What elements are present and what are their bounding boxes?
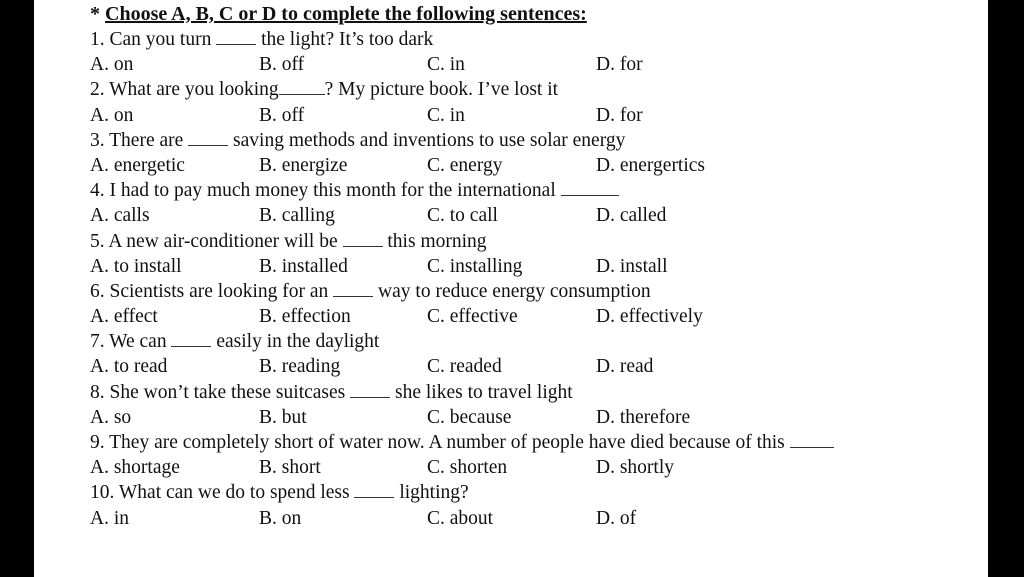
option-c: C. in (427, 54, 465, 76)
question-8 (90, 380, 970, 405)
option-c: C. to call (427, 205, 498, 227)
heading-star: * (90, 3, 105, 25)
option-d: D. of (596, 507, 637, 529)
question-text: 2. What are you looking (90, 79, 279, 101)
question-text: this morning (382, 230, 487, 252)
question-text: 1. Can you turn (90, 29, 217, 50)
options-6 (90, 304, 970, 329)
question-text: ? My picture book. I’ve lost it (324, 79, 559, 101)
options-8 (90, 405, 970, 430)
exercise-heading (90, 2, 970, 27)
options-5 (90, 254, 970, 279)
option-b: B. reading (259, 356, 341, 378)
option-c: C. in (427, 104, 465, 126)
answer-blank (171, 332, 211, 347)
question-6 (90, 279, 970, 304)
option-d: D. energertics (596, 154, 706, 176)
option-b: B. off (259, 104, 305, 126)
question-1 (90, 27, 970, 52)
question-text: 8. She won’t take these suitcases (90, 381, 351, 403)
question-2 (90, 77, 970, 102)
options-7 (90, 354, 970, 379)
options-10 (90, 506, 970, 531)
option-a: A. effect (90, 306, 158, 328)
heading-text: Choose A, B, C or D to complete the following sentences: (105, 3, 587, 25)
option-b: B. effection (259, 306, 351, 328)
option-a: A. calls (90, 205, 150, 227)
option-b: B. energize (259, 154, 348, 176)
question-text: lighting? (394, 482, 469, 504)
options-4 (90, 203, 970, 228)
question-7 (90, 329, 970, 354)
option-d: D. install (596, 255, 668, 277)
option-a: A. shortage (90, 457, 180, 479)
question-10 (90, 480, 970, 505)
question-text: 4. I had to pay much money this month for the international (90, 180, 561, 202)
question-text: she likes to travel light (390, 381, 573, 403)
question-text: 5. A new air-conditioner will be (90, 230, 343, 252)
option-b: B. calling (259, 205, 335, 227)
option-b: B. but (259, 406, 307, 428)
answer-blank (350, 383, 390, 398)
option-d: D. shortly (596, 457, 674, 479)
question-text: 7. We can (90, 331, 172, 353)
answer-blank (279, 80, 325, 95)
option-d: D. for (596, 104, 643, 126)
option-b: B. on (259, 507, 302, 529)
question-text: 6. Scientists are looking for an (90, 280, 334, 302)
option-a: A. on (90, 104, 134, 126)
option-c: C. effective (427, 306, 518, 328)
answer-blank (561, 181, 619, 196)
option-a: A. to install (90, 255, 182, 277)
option-c: C. energy (427, 154, 503, 176)
answer-blank (216, 30, 256, 45)
option-b: B. installed (259, 255, 348, 277)
option-d: D. for (596, 54, 643, 76)
option-d: D. read (596, 356, 654, 378)
question-text: 9. They are completely short of water now. A number of people have died because of this (90, 432, 790, 453)
question-text: easily in the daylight (211, 331, 380, 353)
question-text: the light? It’s too dark (256, 29, 434, 50)
option-a: A. to read (90, 356, 168, 378)
option-a: A. energetic (90, 154, 185, 176)
question-text: way to reduce energy consumption (373, 280, 651, 302)
answer-blank (343, 232, 383, 247)
answer-blank (354, 483, 394, 498)
question-text: 10. What can we do to spend less (90, 482, 355, 504)
question-text: 3. There are (90, 129, 189, 151)
answer-blank (333, 282, 373, 297)
question-text: saving methods and inventions to use solar energy (228, 129, 626, 151)
option-c: C. because (427, 406, 512, 428)
option-c: C. readed (427, 356, 502, 378)
option-b: B. off (259, 54, 305, 76)
question-3 (90, 128, 970, 153)
option-a: A. on (90, 54, 134, 76)
option-c: C. about (427, 507, 494, 529)
options-2 (90, 103, 970, 128)
question-4 (90, 178, 970, 203)
options-1 (90, 52, 970, 77)
option-c: C. shorten (427, 457, 508, 479)
option-d: D. therefore (596, 406, 691, 428)
option-b: B. short (259, 457, 321, 479)
worksheet-page (34, 0, 988, 577)
option-c: C. installing (427, 255, 523, 277)
options-9 (90, 455, 970, 480)
answer-blank (790, 433, 834, 448)
options-3 (90, 153, 970, 178)
exercise-content (90, 2, 970, 531)
answer-blank (188, 131, 228, 146)
question-5 (90, 229, 970, 254)
option-d: D. called (596, 205, 667, 227)
option-a: A. so (90, 406, 132, 428)
option-a: A. in (90, 507, 129, 529)
option-d: D. effectively (596, 306, 703, 328)
question-9 (90, 430, 970, 455)
